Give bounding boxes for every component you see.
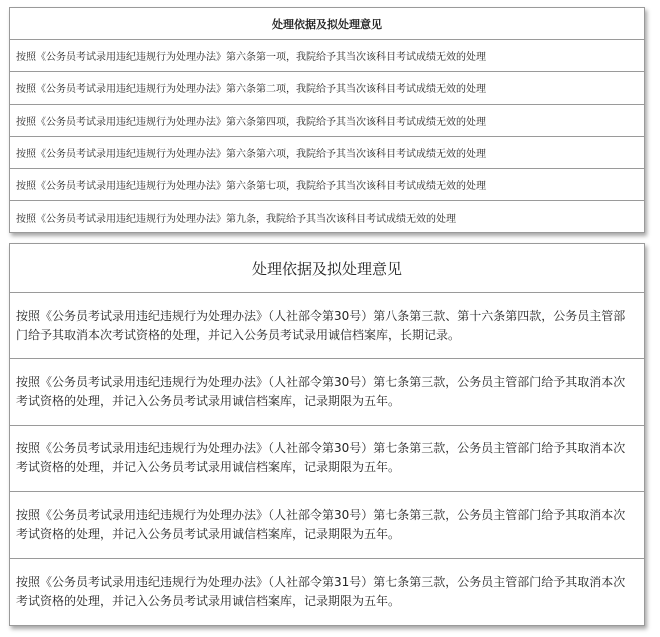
table-cell: 按照《公务员考试录用违纪违规行为处理办法》（人社部令第30号）第七条第三款，公务员主管部门给予其取消本次考试资格的处理，并记入公务员考试录用诚信档案库，记录期限为五年。 [16,375,626,409]
table-row [10,72,644,104]
table-row [10,359,644,425]
table-cell: 按照《公务员考试录用违纪违规行为处理办法》第六条第四项，我院给予其当次该科目考试成绩无效的处理 [16,116,486,128]
table-cell: 按照《公务员考试录用违纪违规行为处理办法》（人社部令第30号）第七条第三款，公务员主管部门给予其取消本次考试资格的处理，并记入公务员考试录用诚信档案库，记录期限为五年。 [16,507,626,541]
table-row [10,105,644,137]
table-cell: 按照《公务员考试录用违纪违规行为处理办法》第六条第七项，我院给予其当次该科目考试成绩无效的处理 [16,181,486,193]
table-cell: 按照《公务员考试录用违纪违规行为处理办法》（人社部令第30号）第八条第三款、第十六条第四款，公务员主管部门给予其取消本次考试资格的处理，并记入公务员考试录用诚信档案库，长期记录。 [16,308,626,342]
table-row [10,426,644,492]
table-cell: 按照《公务员考试录用违纪违规行为处理办法》第六条第六项，我院给予其当次该科目考试成绩无效的处理 [16,149,486,161]
table-cell: 按照《公务员考试录用违纪违规行为处理办法》第六条第一项，我院给予其当次该科目考试成绩无效的处理 [16,52,486,64]
table-row [10,559,644,625]
table-cell: 按照《公务员考试录用违纪违规行为处理办法》第六条第二项，我院给予其当次该科目考试成绩无效的处理 [16,84,486,96]
table-row [10,169,644,201]
table-row [10,137,644,169]
table-cell: 按照《公务员考试录用违纪违规行为处理办法》第九条，我院给予其当次该科目考试成绩无效的处理 [16,214,456,226]
table-row [10,293,644,359]
table-row [10,492,644,558]
table-row [10,40,644,72]
table-cell: 按照《公务员考试录用违纪违规行为处理办法》（人社部令第31号）第七条第三款，公务员主管部门给予其取消本次考试资格的处理，并记入公务员考试录用诚信档案库，记录期限为五年。 [16,574,626,608]
penalty-table-2 [9,243,645,626]
table-row [10,201,644,233]
table-cell: 按照《公务员考试录用违纪违规行为处理办法》（人社部令第30号）第七条第三款，公务员主管部门给予其取消本次考试资格的处理，并记入公务员考试录用诚信档案库，记录期限为五年。 [16,441,626,475]
penalty-table-1 [9,7,645,233]
table-2-header: 处理依据及拟处理意见 [10,244,644,293]
table-1-header: 处理依据及拟处理意见 [10,8,644,40]
